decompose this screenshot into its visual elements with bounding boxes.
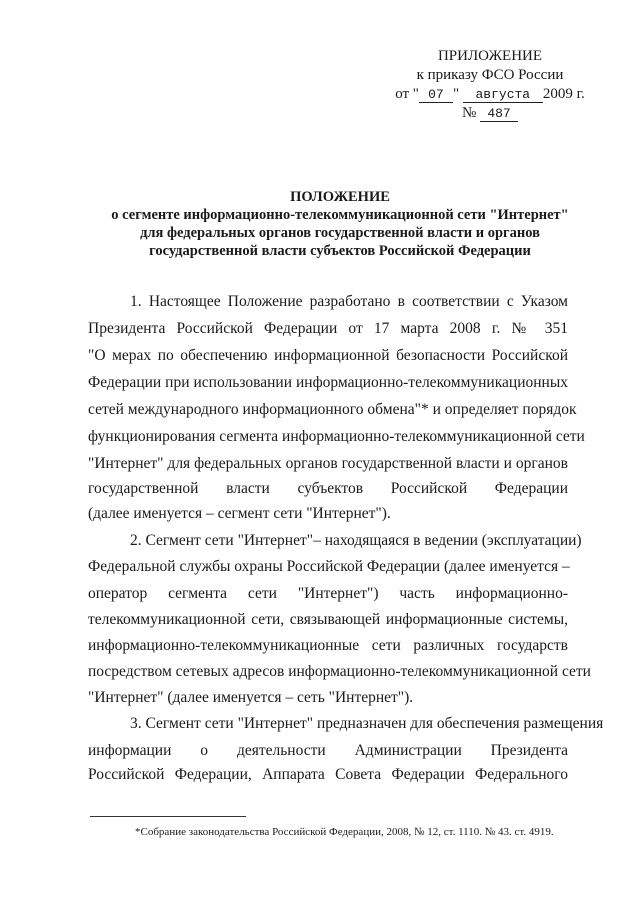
body-line: 2. Сегмент сети "Интернет"– находящаяся в ведении (эксплуатации)	[130, 532, 582, 549]
body-line: информации о деятельности Администрации Президента	[88, 742, 568, 759]
appendix-label: ПРИЛОЖЕНИЕ	[437, 48, 543, 64]
order-number	[380, 104, 600, 122]
body-line: Федеральной службы охраны Российской Федерации (далее именуется –	[88, 558, 570, 575]
footnote-divider	[90, 816, 246, 817]
title-line: о сегменте информационно-телекоммуникационной сети "Интернет"	[111, 207, 569, 223]
order-year: 2009 г.	[542, 86, 585, 102]
title-line: ПОЛОЖЕНИЕ	[290, 189, 390, 205]
footnote: *Собрание законодательства Российской Федерации, 2008, № 12, ст. 1110. № 43. ст. 4919.	[135, 826, 554, 838]
order-reference: к приказу ФСО России	[416, 67, 564, 83]
body-line: функционирования сегмента информационно-телекоммуникационной сети	[88, 428, 585, 445]
body-line: "О мерах по обеспечению информационной безопасности Российской	[88, 347, 568, 364]
body-line: сетей международного информационного обмена"* и определяет порядок	[88, 401, 577, 418]
order-number-value: 487	[480, 107, 518, 122]
order-date	[380, 85, 600, 103]
body-line: Президента Российской Федерации от 17 марта 2008 г. № 351	[88, 320, 568, 337]
body-line: телекоммуникационной сети, связывающей информационные системы,	[88, 611, 568, 628]
number-sign: №	[461, 105, 477, 121]
body-line: государственной власти субъектов Российской Федерации	[88, 480, 568, 497]
body-line: Российской Федерации, Аппарата Совета Федерации Федерального	[88, 766, 568, 783]
title-line: государственной власти субъектов Российской Федерации	[149, 243, 531, 259]
date-prefix: от "	[395, 86, 419, 102]
body-line: 1. Настоящее Положение разработано в соответствии с Указом	[130, 293, 568, 310]
body-line: посредством сетевых адресов информационно-телекоммуникационной сети	[88, 663, 591, 680]
body-line: 3. Сегмент сети "Интернет" предназначен для обеспечения размещения	[130, 715, 604, 732]
body-line: "Интернет" для федеральных органов государственной власти и органов	[88, 455, 568, 472]
order-month: августа	[463, 88, 543, 103]
body-line: оператор сегмента сети "Интернет") часть информационно-	[88, 585, 568, 602]
body-line: Федерации при использовании информационно-телекоммуникационных	[88, 374, 568, 391]
body-line: "Интернет" (далее именуется – сеть "Интернет").	[88, 689, 414, 706]
body-line: информационно-телекоммуникационные сети различных государств	[88, 637, 568, 654]
order-day: 07	[419, 88, 453, 103]
body-line: (далее именуется – сегмент сети "Интернет").	[88, 505, 391, 522]
title-line: для федеральных органов государственной власти и органов	[140, 225, 540, 241]
date-quote: "	[452, 86, 460, 102]
